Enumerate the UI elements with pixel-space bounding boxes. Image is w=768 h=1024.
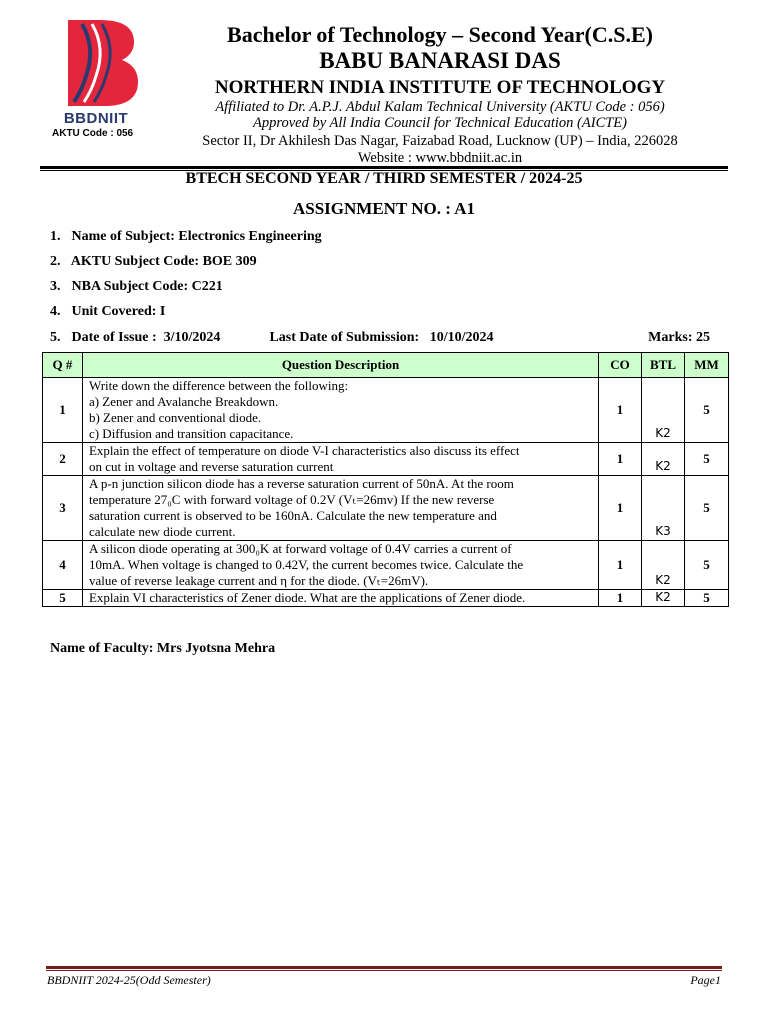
organization-name: BABU BANARASI DAS	[319, 48, 561, 73]
table-header-row	[43, 353, 729, 378]
semester-title: BTECH SECOND YEAR / THIRD SEMESTER / 2024-25	[185, 170, 583, 187]
info-aktu-code: 2. AKTU Subject Code: BOE 309	[50, 254, 257, 269]
question-marks: 5	[685, 443, 729, 476]
page-number: Page1	[690, 973, 721, 987]
issue-date-value: 3/10/2024	[163, 330, 221, 345]
table-row	[43, 541, 729, 590]
website-line: Website : www.bbdniit.ac.in	[357, 150, 523, 166]
question-co: 1	[599, 443, 642, 476]
question-marks: 5	[685, 378, 729, 443]
total-marks: Marks: 25	[648, 330, 710, 345]
footer-divider-thin	[46, 970, 722, 971]
submission-date-label: Last Date of Submission:	[269, 330, 420, 345]
info-subject-name: 1. Name of Subject: Electronics Engineering	[50, 229, 322, 244]
table-row	[43, 443, 729, 476]
issue-date-label: Date of Issue :	[71, 330, 157, 345]
footer-divider	[46, 966, 722, 969]
question-marks: 5	[685, 590, 729, 607]
question-number: 5	[43, 590, 83, 607]
affiliation-line: Affiliated to Dr. A.P.J. Abdul Kalam Technical University (AKTU Code : 056)	[215, 99, 665, 115]
question-btl: K2	[642, 443, 685, 476]
bbd-logo-icon	[60, 18, 140, 108]
col-header-btl: BTL	[642, 353, 685, 378]
question-btl: K2	[642, 541, 685, 590]
questions-table	[42, 352, 729, 607]
col-header-q: Q #	[43, 353, 83, 378]
question-co: 1	[599, 378, 642, 443]
header-divider	[40, 166, 728, 169]
info-nba-code: 3. NBA Subject Code: C221	[50, 279, 223, 294]
footer-semester: BBDNIIT 2024-25(Odd Semester)	[47, 973, 211, 987]
question-number: 1	[43, 378, 83, 443]
faculty-name: Name of Faculty: Mrs Jyotsna Mehra	[50, 641, 276, 656]
question-marks: 5	[685, 476, 729, 541]
question-btl: K2	[642, 590, 685, 607]
table-row	[43, 378, 729, 443]
approval-line: Approved by All India Council for Technical Education (AICTE)	[253, 115, 627, 131]
question-co: 1	[599, 541, 642, 590]
assignment-title: ASSIGNMENT NO. : A1	[293, 199, 475, 218]
question-description: Write down the difference between the following: a) Zener and Avalanche Breakdown. b) Zener and conventional diode. c) Diffusion and transition capacitance.	[82, 378, 598, 443]
table-row	[43, 590, 729, 607]
question-btl: K3	[642, 476, 685, 541]
question-description: Explain VI characteristics of Zener diode. What are the applications of Zener diode.	[82, 590, 598, 607]
address-line: Sector II, Dr Akhilesh Das Nagar, Faizabad Road, Lucknow (UP) – India, 226028	[202, 133, 678, 149]
aktu-code-label: AKTU Code : 056	[52, 128, 134, 139]
question-co: 1	[599, 590, 642, 607]
question-number: 4	[43, 541, 83, 590]
question-number: 3	[43, 476, 83, 541]
logo-wordmark: BBDNIIT	[63, 110, 129, 127]
institute-name: NORTHERN INDIA INSTITUTE OF TECHNOLOGY	[214, 77, 666, 98]
question-description: Explain the effect of temperature on diode V-I characteristics also discuss its effect on cut in voltage and reverse saturation current	[82, 443, 598, 476]
question-description: A p-n junction silicon diode has a reverse saturation current of 50nA. At the room temperature 27₀C with forward voltage of 0.2V (Vₜ=26mv) If the new reverse saturation current is observed to be 160nA. Calculate the new temperature and calculate new diode current.	[82, 476, 598, 541]
question-co: 1	[599, 476, 642, 541]
question-number: 2	[43, 443, 83, 476]
col-header-mm: MM	[685, 353, 729, 378]
program-title: Bachelor of Technology – Second Year(C.S.E)	[227, 22, 653, 47]
info-dates: 5. Date of Issue : 3/10/2024 Last Date of Submission: 10/10/2024	[50, 330, 494, 345]
info-unit-covered: 4. Unit Covered: I	[50, 304, 166, 319]
col-header-co: CO	[599, 353, 642, 378]
col-header-description: Question Description	[82, 353, 598, 378]
table-row	[43, 476, 729, 541]
question-btl: K2	[642, 378, 685, 443]
submission-date-value: 10/10/2024	[429, 330, 494, 345]
question-marks: 5	[685, 541, 729, 590]
question-description: A silicon diode operating at 300₀K at forward voltage of 0.4V carries a current of 10mA. When voltage is changed to 0.42V, the current becomes twice. Calculate the value of reverse leakage current and η for the diode. (Vₜ=26mV).	[82, 541, 598, 590]
institute-logo	[52, 18, 147, 139]
